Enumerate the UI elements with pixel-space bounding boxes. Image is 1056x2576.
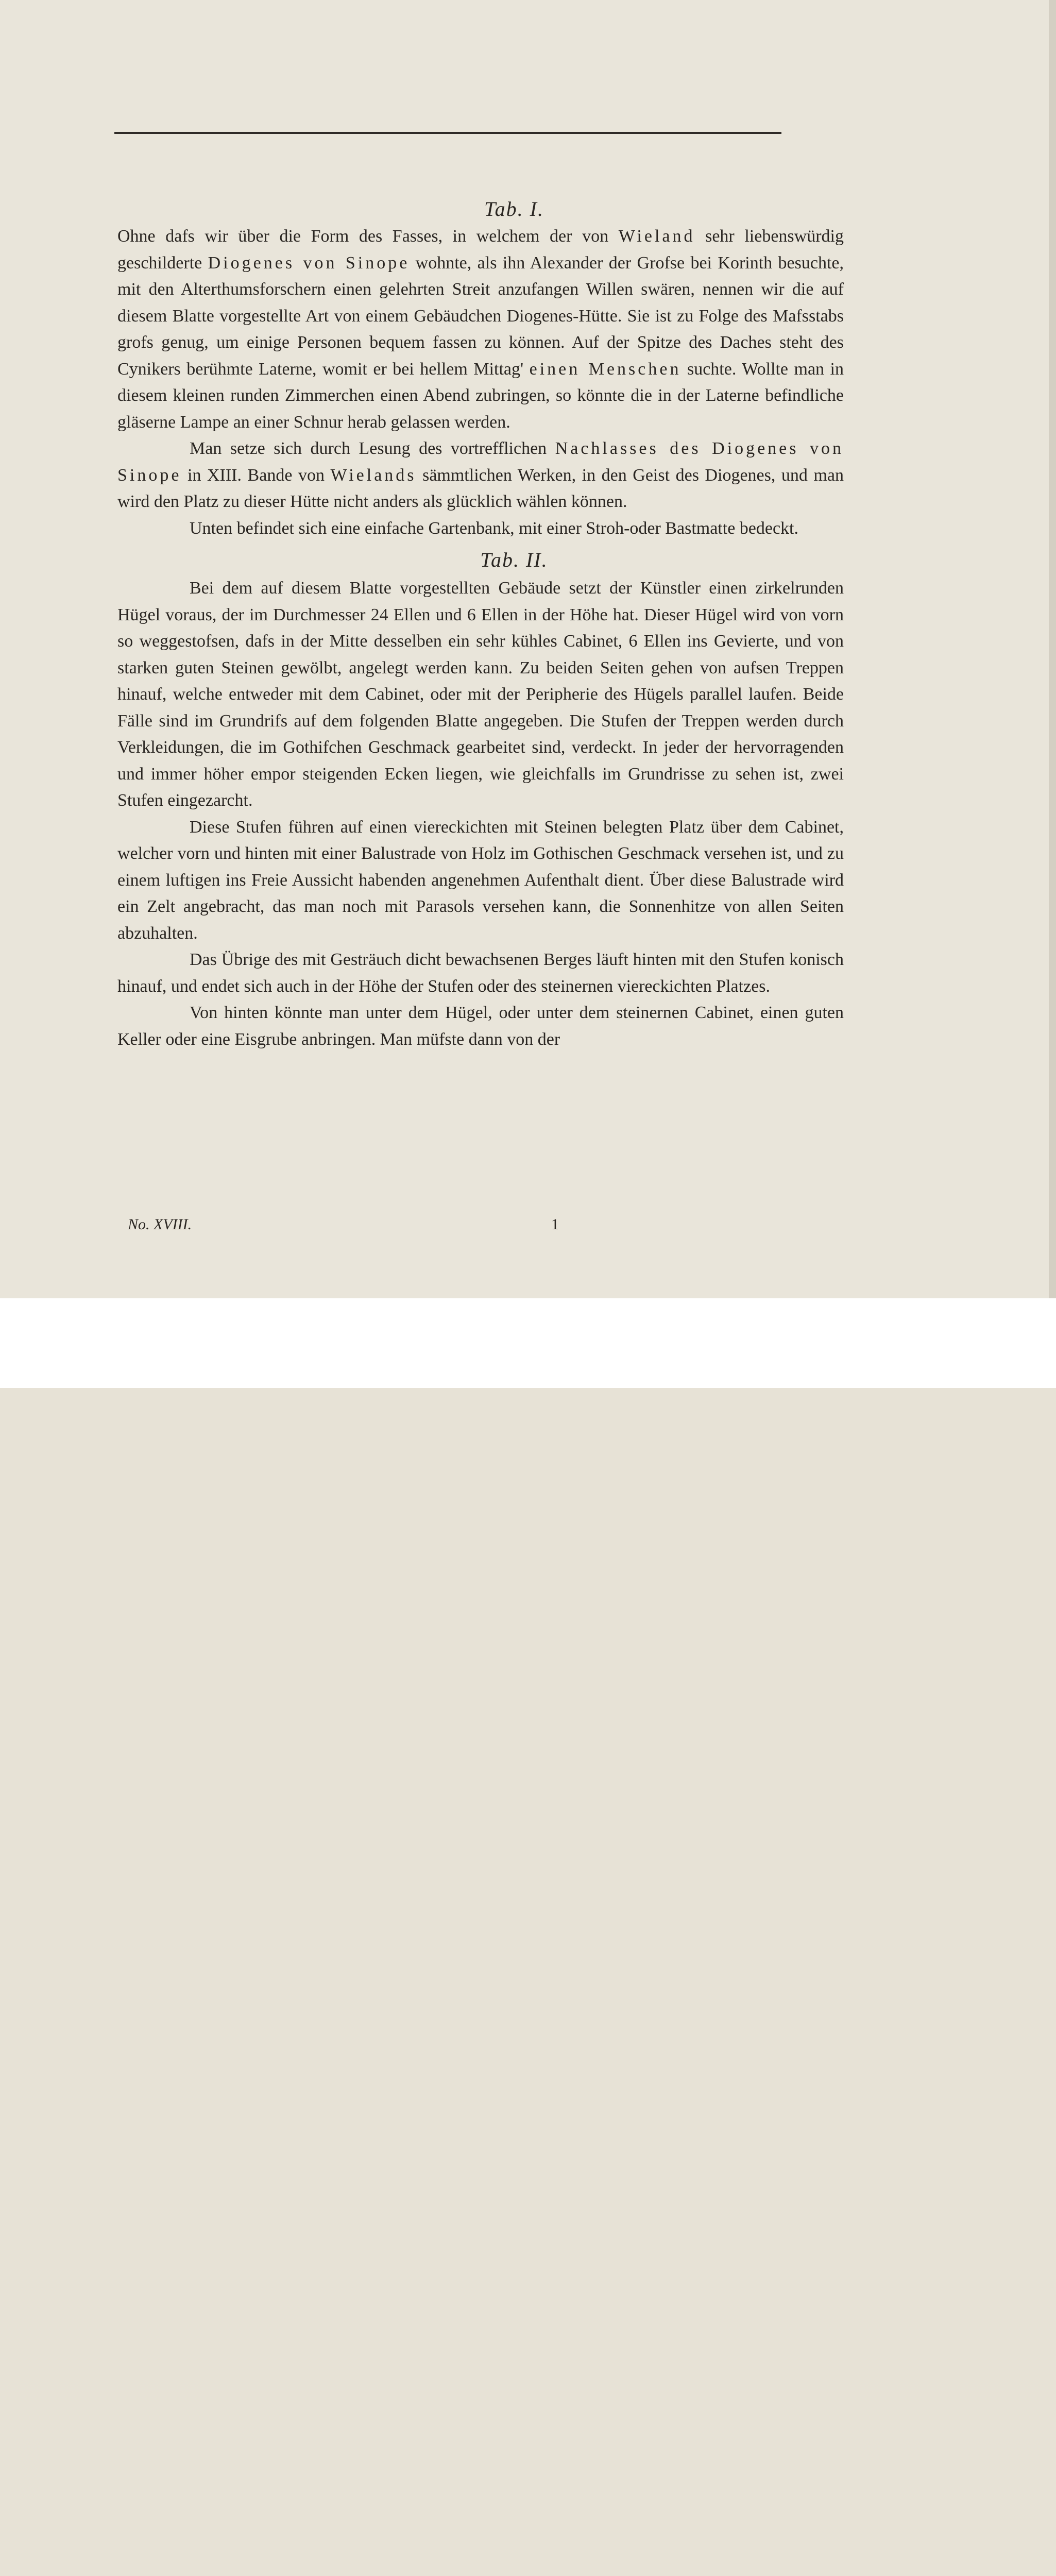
spaced-name: Wielands — [330, 465, 417, 485]
heading-tab-1: Tab. I. — [484, 197, 544, 221]
paragraph: Ohne dafs wir über die Form des Fasses, in welchem der von Wieland sehr liebenswürdig geschilderte Diogenes von Sinope wohnte, als ihn Alexander der Grofse bei Korinth besuchte, mit den Alterthumsforschern einen gelehrten Streit anzufangen Willen swären, nennen wir die auf diesem Blatte vorgestellte Art von einem Gebäudchen Diogenes-Hütte. Sie ist zu Folge des Mafsstabs grofs genug, um einige Personen bequem fassen zu können. Auf der Spitze des Daches steht des Cynikers berühmte Laterne, womit er bei hellem Mittag' einen Menschen suchte. Wollte man in diesem kleinen runden Zimmerchen einen Abend zubringen, so könnte die in der Laterne befindliche gläserne Lampe an einer Schnur herab gelassen werden. — [117, 227, 844, 432]
heading-tab-2: Tab. II. — [480, 548, 548, 571]
paragraph: Bei dem auf diesem Blatte vorgestellten Gebäude setzt der Künstler einen zirkelrunden Hügel voraus, der im Durchmesser 24 Ellen und 6 Ellen in der Höhe hat. Dieser Hügel wird von vorn so weggestofsen, dafs in der Mitte desselben ein sehr kühles Cabinet, 6 Ellen ins Gevierte, und von starken guten Steinen gewölbt, angelegt werden kann. Zu beiden Seiten gehen von aufsen Treppen hinauf, welche entweder mit dem Cabinet, oder mit der Peripherie des Hügels parallel laufen. Beide Fälle sind im Grundrifs auf dem folgenden Blatte angegeben. Die Stufen der Treppen werden durch Verkleidungen, die im Gothifchen Geschmack gearbeitet sind, verdeckt. In jeder der hervorragenden und immer höher empor steigenden Ecken liegen, wie gleichfalls im Grundrisse zu sehen ist, zwei Stufen eingezarcht. — [117, 579, 844, 810]
spaced-name: Nachlasses des Diogenes von Sinope — [117, 439, 844, 485]
page-edge-shadow — [1049, 0, 1056, 1298]
signature-mark: No. XVIII. — [128, 1216, 192, 1233]
spaced-name: Diogenes von Sinope — [208, 253, 410, 273]
paragraph: Man setze sich durch Lesung des vortrefflichen Nachlasses des Diogenes von Sinope in XIII. Bande von Wielands sämmtlichen Werken, in den Geist des Diogenes, und man wird den Platz zu dieser Hütte nicht anders als glücklich wählen können. — [117, 439, 844, 511]
paragraph: Von hinten könnte man unter dem Hügel, oder unter dem steinernen Cabinet, einen guten Keller oder eine Eisgrube anbringen. Man müfste dann von der — [117, 1003, 844, 1049]
spaced-name: Wieland — [618, 227, 695, 246]
page-number: 1 — [551, 1216, 559, 1233]
paragraph: Unten befindet sich eine einfache Gartenbank, mit einer Stroh-oder Bastmatte bedeckt. — [190, 518, 798, 538]
header-rule — [114, 132, 781, 134]
spaced-name: einen Menschen — [529, 359, 682, 379]
library-banner — [0, 1298, 1056, 1388]
body-text — [117, 191, 844, 1053]
paragraph: Diese Stufen führen auf einen viereckichten mit Steinen belegten Platz über dem Cabinet, welcher vorn und hinten mit einer Balustrade von Holz im Gothischen Geschmack versehen ist, und zu einem luftigen ins Freie Aussicht habenden angenehmen Aufenthalt dient. Über diese Balustrade wird ein Zelt angebracht, das man noch mit Parasols versehen kann, die Sonnenhitze von allen Seiten abzuhalten. — [117, 817, 844, 943]
paragraph: Das Übrige des mit Gesträuch dicht bewachsenen Berges läuft hinten mit den Stufen konisch hinauf, und endet sich auch in der Höhe der Stufen oder des steinernen viereckichten Platzes. — [117, 950, 844, 996]
